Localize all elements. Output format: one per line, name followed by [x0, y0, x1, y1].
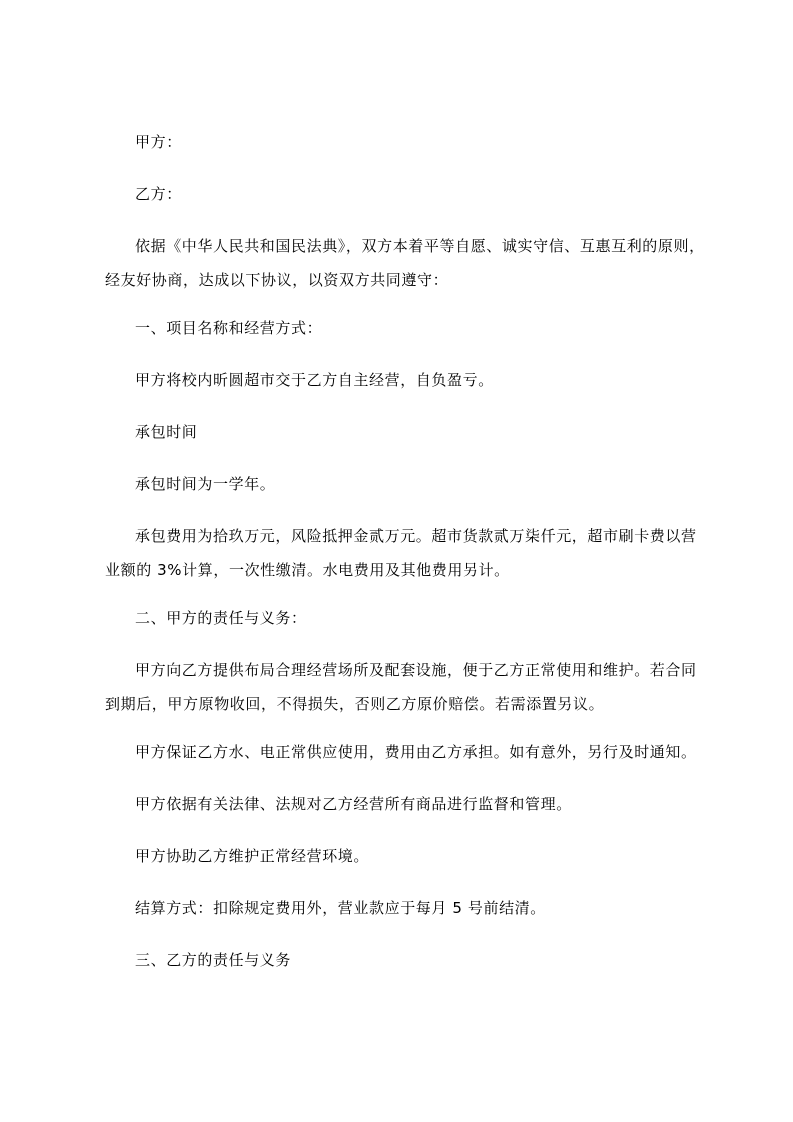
- settlement-terms: 结算方式：扣除规定费用外，营业款应于每月 5 号前结清。: [135, 899, 546, 917]
- contract-fees-paragraph: 承包费用为拾玖万元，风险抵押金贰万元。超市货款贰万柒仟元，超市刷卡费以营业额的 3%计算，一次性缴清。水电费用及其他费用另计。: [105, 527, 697, 579]
- party-a-duty-2: 甲方保证乙方水、电正常供应使用，费用由乙方承担。如有意外，另行及时通知。: [135, 743, 697, 761]
- contract-period-heading: 承包时间: [135, 423, 198, 441]
- section-1-body: 甲方将校内昕圆超市交于乙方自主经营，自负盈亏。: [135, 371, 494, 389]
- party-a-duty-4: 甲方协助乙方维护正常经营环境。: [135, 847, 370, 865]
- section-2-heading: 二、甲方的责任与义务：: [135, 609, 307, 627]
- party-a-line: 甲方：: [135, 133, 182, 151]
- preamble-paragraph: 依据《中华人民共和国民法典》，双方本着平等自愿、诚实守信、互惠互利的原则，经友好协商，达成以下协议，以资双方共同遵守：: [105, 237, 705, 289]
- section-3-heading: 三、乙方的责任与义务: [135, 951, 292, 969]
- section-1-heading: 一、项目名称和经营方式：: [135, 319, 323, 337]
- party-a-duty-1: 甲方向乙方提供布局合理经营场所及配套设施，便于乙方正常使用和维护。若合同到期后，甲方原物收回，不得损失，否则乙方原价赔偿。若需添置另议。: [105, 661, 697, 713]
- party-b-line: 乙方：: [135, 185, 182, 203]
- party-a-duty-3: 甲方依据有关法律、法规对乙方经营所有商品进行监督和管理。: [135, 795, 572, 813]
- contract-period-body: 承包时间为一学年。: [135, 475, 276, 493]
